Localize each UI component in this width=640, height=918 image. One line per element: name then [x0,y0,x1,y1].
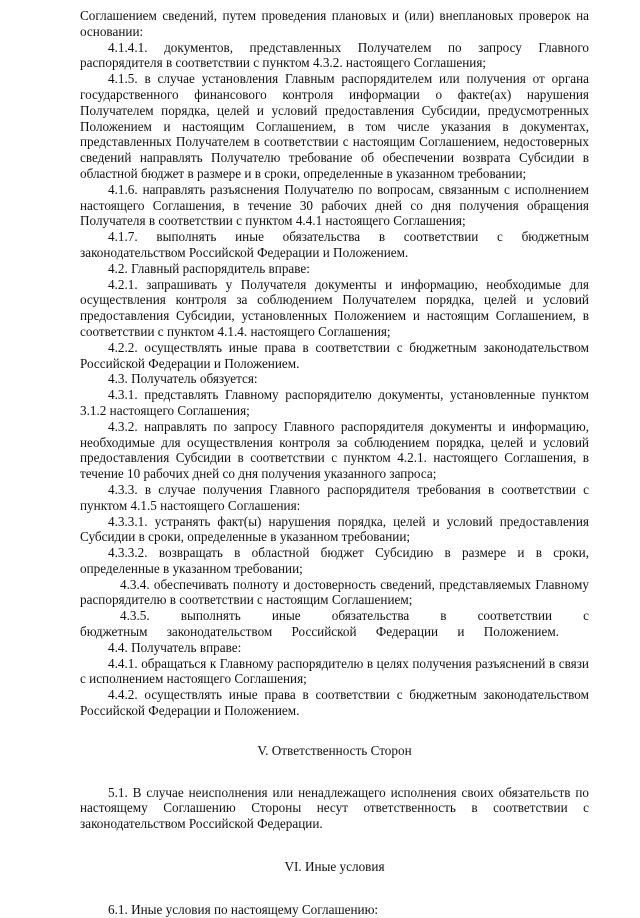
paragraph-4-3-2: 4.3.2. направлять по запросу Главного распорядителя документы и информацию, необходимые для осуществления контроля за соблюдением порядка, целей и условий предоставления Субсидии в соответствии с пунктом 4.2.1. настоящего Соглашения, в течение 10 рабочих дней со дня получения указанного запроса; [80,418,589,482]
paragraph-4-3-4: 4.3.4. обеспечивать полноту и достоверность сведений, представляемых Главному распорядителю в соответствии с настоящим Соглашением; [80,576,589,608]
paragraph-4-3-1: 4.3.1. представлять Главному распорядителю документы, установленные пунктом 3.1.2 настоящего Соглашения; [80,387,589,418]
paragraph-4-1-6: 4.1.6. направлять разъяснения Получателю по вопросам, связанным с исполнением настоящего Соглашения, в течение 30 рабочих дней со дня получения обращения Получателя в соответствии с пунктом 4.4.1 настоящего Соглашения; [80,181,589,229]
paragraph-4-4-1: 4.4.1. обращаться к Главному распорядителю в целях получения разъяснений в связи с исполнением настоящего Соглашения; [80,655,589,687]
paragraph-intro: Соглашением сведений, путем проведения плановых и (или) внеплановых проверок на основании: [80,8,589,39]
paragraph-4-4-2: 4.4.2. осуществлять иные права в соответствии с бюджетным законодательством Российской Федерации и Положением. [80,687,589,719]
paragraph-4-4: 4.4. Получатель вправе: [108,639,242,655]
section-vi-title: VI. Иные условия [284,859,385,875]
paragraph-6-1: 6.1. Иные условия по настоящему Соглашению: [108,901,379,917]
paragraph-4-3-5: 4.3.5. выполнять иные обязательства в соответствии с бюджетным законодательством Российской Федерации и Положением. [80,608,589,640]
section-v-title: V. Ответственность Сторон [257,742,412,758]
paragraph-4-3: 4.3. Получатель обязуется: [108,371,258,387]
document-page [80,8,589,918]
paragraph-4-2-2: 4.2.2. осуществлять иные права в соответствии с бюджетным законодательством Российской Федерации и Положением. [80,339,589,371]
paragraph-4-3-3-1: 4.3.3.1. устранять факт(ы) нарушения порядка, целей и условий предоставления Субсидии в сроки, определенные в указанном требовании; [80,513,589,545]
paragraph-4-2-1: 4.2.1. запрашивать у Получателя документы и информацию, необходимые для осуществления контроля за соблюдением Получателем порядка, целей и условий предоставления Субсидии, установленных Положением и настоящим Соглашением, в соответствии с пунктом 4.1.4. настоящего Соглашения; [80,276,589,339]
paragraph-4-1-7: 4.1.7. выполнять иные обязательства в соответствии с бюджетным законодательством Российской Федерации и Положением. [80,229,589,260]
paragraph-4-1-4-1: 4.1.4.1. документов, представленных Получателем по запросу Главного распорядителя в соответствии с пунктом 4.3.2. настоящего Соглашения; [80,39,589,71]
paragraph-4-3-3-2: 4.3.3.2. возвращать в областной бюджет Субсидию в размере и в сроки, определенные в указанном требовании; [80,545,589,576]
paragraph-4-2: 4.2. Главный распорядитель вправе: [108,260,310,276]
paragraph-4-3-3: 4.3.3. в случае получения Главного распорядителя требования в соответствии с пунктом 4.1.5 настоящего Соглашения: [80,481,589,513]
paragraph-5-1: 5.1. В случае неисполнения или ненадлежащего исполнения своих обязательств по настоящему Соглашению Стороны несут ответственность в соответствии с законодательством Российской Федерации. [80,784,589,832]
paragraph-4-1-5: 4.1.5. в случае установления Главным распорядителем или получения от органа государственного финансового контроля информации о факте(ах) нарушения Получателем порядка, целей и условий предоставления Субсидии, предусмотренных Положением и настоящим Соглашением, в том числе указания в документах, представленных Получателем в соответствии с настоящим Соглашением, недостоверных сведений направлять Получателю требование об обеспечении возврата Субсидии в областной бюджет в размере и в сроки, определенные в указанном требовании; [80,71,589,181]
